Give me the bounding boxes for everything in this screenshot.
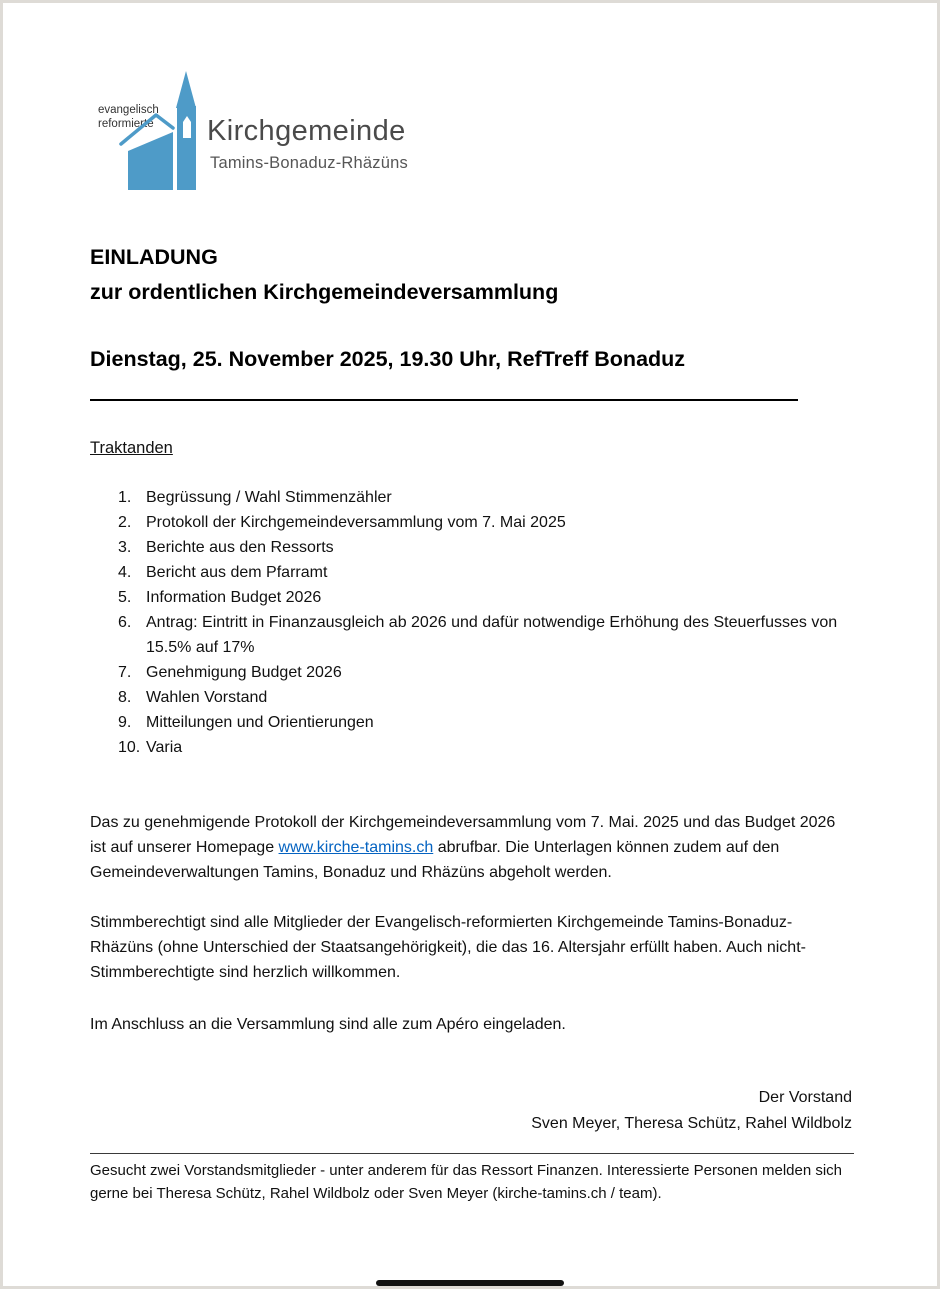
church-icon bbox=[116, 70, 213, 195]
agenda-item bbox=[118, 660, 852, 685]
logo-name: Kirchgemeinde bbox=[207, 115, 406, 147]
signature-names: Sven Meyer, Theresa Schütz, Rahel Wildbolz bbox=[531, 1115, 852, 1132]
agenda-item-number: 1. bbox=[118, 489, 132, 506]
agenda-heading: Traktanden bbox=[90, 439, 173, 457]
agenda-item-number: 10. bbox=[118, 739, 141, 756]
agenda-item-text: Varia bbox=[146, 739, 183, 756]
agenda-item-text: Berichte aus den Ressorts bbox=[146, 539, 334, 556]
home-indicator-bar bbox=[376, 1280, 564, 1286]
agenda-item bbox=[118, 735, 852, 760]
logo-denomination-line2: reformierte bbox=[98, 118, 154, 130]
documents-text-before: Das zu genehmigende Protokoll der Kirchgemeindeversammlung vom 7. Mai. 2025 und das Budget 2026 ist auf unserer Homepage bbox=[90, 814, 836, 856]
title-block bbox=[90, 240, 852, 310]
agenda-item-number: 4. bbox=[118, 564, 132, 581]
agenda-item-text: Begrüssung / Wahl Stimmenzähler bbox=[146, 489, 392, 506]
agenda-item-number: 8. bbox=[118, 689, 132, 706]
agenda-item bbox=[118, 560, 852, 585]
agenda-item-number: 7. bbox=[118, 664, 132, 681]
apero-paragraph: Im Anschluss an die Versammlung sind alle zum Apéro eingeladen. bbox=[90, 1016, 566, 1033]
agenda-item bbox=[118, 610, 852, 660]
signature-role: Der Vorstand bbox=[758, 1089, 852, 1106]
title-divider bbox=[90, 399, 798, 401]
invitation-title: EINLADUNG bbox=[90, 245, 218, 269]
agenda-item bbox=[118, 585, 852, 610]
agenda-item bbox=[118, 685, 852, 710]
logo-denomination-line1: evangelisch bbox=[98, 104, 159, 116]
agenda-item bbox=[118, 535, 852, 560]
agenda-item-text: Wahlen Vorstand bbox=[146, 689, 268, 706]
homepage-link[interactable]: www.kirche-tamins.ch bbox=[278, 839, 434, 856]
eligibility-paragraph: Stimmberechtigt sind alle Mitglieder der Evangelisch-reformierten Kirchgemeinde Tamins-Bonaduz-Rhäzüns (ohne Unterschied der Staatsangehörigkeit), die das 16. Altersjahr erfüllt haben. Auch nicht-Stimmberechtigte sind herzlich willkommen. bbox=[90, 914, 806, 981]
agenda-item bbox=[118, 710, 852, 735]
agenda-item-number: 2. bbox=[118, 514, 132, 531]
agenda-item-text: Antrag: Eintritt in Finanzausgleich ab 2026 und dafür notwendige Erhöhung des Steuerfusses von 15.5% auf 17% bbox=[146, 614, 838, 656]
signature-block bbox=[90, 1085, 852, 1137]
agenda-item bbox=[118, 485, 852, 510]
agenda-item-number: 6. bbox=[118, 614, 132, 631]
documents-paragraph bbox=[90, 810, 852, 885]
footer-note: Gesucht zwei Vorstandsmitglieder - unter anderem für das Ressort Finanzen. Interessierte Personen melden sich gerne bei Theresa Schütz, Rahel Wildbolz oder Sven Meyer (kirche-tamins.ch / team). bbox=[90, 1162, 843, 1202]
agenda-item-text: Bericht aus dem Pfarramt bbox=[146, 564, 328, 581]
logo-subtitle: Tamins-Bonaduz-Rhäzüns bbox=[210, 154, 408, 172]
church-logo bbox=[90, 70, 852, 195]
agenda-item-text: Genehmigung Budget 2026 bbox=[146, 664, 342, 681]
event-datetime: Dienstag, 25. November 2025, 19.30 Uhr, RefTreff Bonaduz bbox=[90, 347, 686, 371]
agenda-item-text: Mitteilungen und Orientierungen bbox=[146, 714, 374, 731]
documents-text-after: abrufbar. Die Unterlagen können zudem auf den Gemeindeverwaltungen Tamins, Bonaduz und Rhäzüns abgeholt werden. bbox=[90, 839, 780, 881]
agenda-list bbox=[90, 485, 852, 760]
invitation-subtitle: zur ordentlichen Kirchgemeindeversammlung bbox=[90, 280, 559, 304]
agenda-item bbox=[118, 510, 852, 535]
agenda-item-text: Protokoll der Kirchgemeindeversammlung vom 7. Mai 2025 bbox=[146, 514, 566, 531]
agenda-item-number: 3. bbox=[118, 539, 132, 556]
agenda-item-number: 5. bbox=[118, 589, 132, 606]
agenda-item-text: Information Budget 2026 bbox=[146, 589, 322, 606]
document-content bbox=[90, 0, 852, 1205]
agenda-item-number: 9. bbox=[118, 714, 132, 731]
